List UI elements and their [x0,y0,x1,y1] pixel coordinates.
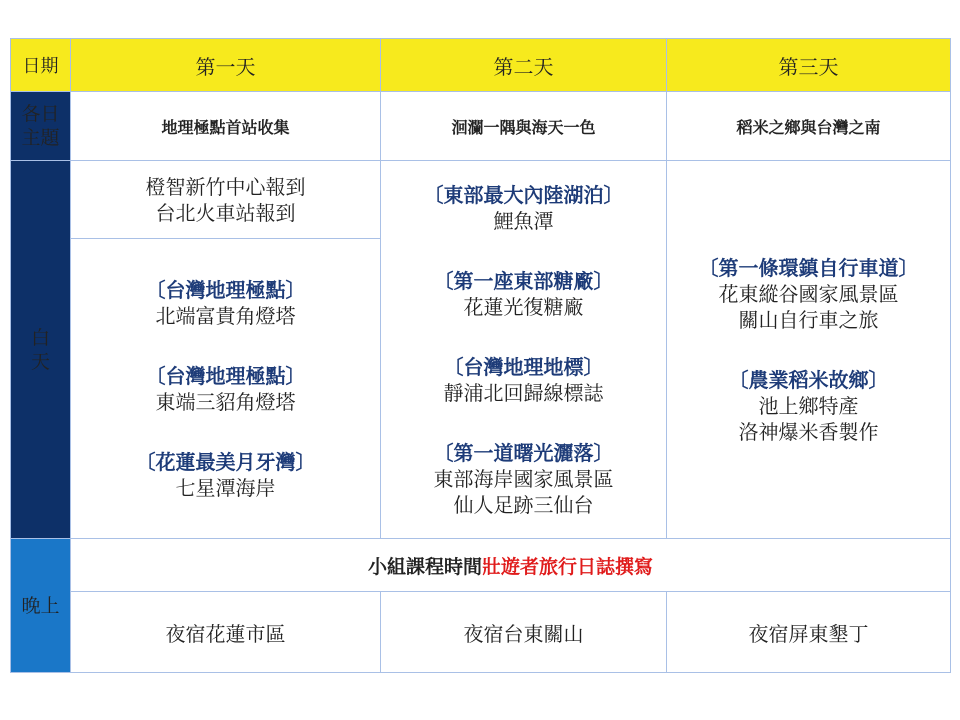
activity-place: 東端三貂角燈塔 [155,389,296,414]
day1-activities [71,239,381,539]
evening-stay-row [11,592,951,673]
day3-theme: 稻米之鄉與台灣之南 [667,92,951,161]
theme-label-line2: 主題 [21,127,60,149]
activity-tag: 〔台灣地理極點〕 [145,363,306,388]
day3-header: 第三天 [667,39,951,92]
daytime-row-label [11,161,71,539]
date-header: 日期 [11,39,71,92]
activity-place: 洛神爆米香製作 [738,419,879,444]
group-session-label: 小組課程時間 [367,555,482,578]
activity-place: 靜浦北回歸線標誌 [443,380,604,405]
group-session [71,539,951,592]
day1-theme: 地理極點首站收集 [71,92,381,161]
activity-place: 東部海岸國家風景區 [433,466,614,491]
checkin-line: 橙智新竹中心報到 [145,174,306,199]
activity-tag: 〔第一道曙光灑落〕 [433,440,614,465]
header-row [11,39,951,92]
activity-place: 鯉魚潭 [493,208,554,233]
day2-header: 第二天 [381,39,667,92]
activity-tag: 〔東部最大內陸湖泊〕 [423,182,624,207]
theme-row [11,92,951,161]
day1-header: 第一天 [71,39,381,92]
theme-row-label [11,92,71,161]
activity-tag: 〔花蓮最美月牙灣〕 [135,449,316,474]
journal-writing-label: 壯遊者旅行日誌撰寫 [482,555,654,578]
evening-row-label: 晚上 [11,539,71,673]
day2-theme: 洄瀾一隅與海天一色 [381,92,667,161]
day3-stay: 夜宿屏東墾丁 [667,592,951,673]
day3-activities [667,161,951,539]
daytime-label-line2: 天 [30,350,50,373]
daytime-label-line1: 白 [30,326,50,349]
day2-activities [381,161,667,539]
activity-place: 北端富貴角燈塔 [155,303,296,328]
activity-place: 花蓮光復糖廠 [463,294,584,319]
activity-place: 池上鄉特產 [758,393,859,418]
activity-tag: 〔台灣地理地標〕 [443,354,604,379]
evening-group-row [11,539,951,592]
activity-place: 仙人足跡三仙台 [453,492,594,517]
day1-stay: 夜宿花蓮市區 [71,592,381,673]
activity-place: 關山自行車之旅 [738,307,879,332]
theme-label-line1: 各日 [21,103,60,125]
activity-tag: 〔台灣地理極點〕 [145,277,306,302]
itinerary-table [10,38,951,673]
checkin-line: 台北火車站報到 [155,200,296,225]
activity-tag: 〔農業稻米故鄉〕 [728,367,889,392]
day1-checkin [71,161,381,239]
activity-place: 花東縱谷國家風景區 [718,281,899,306]
day2-stay: 夜宿台東關山 [381,592,667,673]
activity-place: 七星潭海岸 [175,475,276,500]
activity-tag: 〔第一座東部糖廠〕 [433,268,614,293]
daytime-row [11,161,951,239]
activity-tag: 〔第一條環鎮自行車道〕 [698,255,919,280]
